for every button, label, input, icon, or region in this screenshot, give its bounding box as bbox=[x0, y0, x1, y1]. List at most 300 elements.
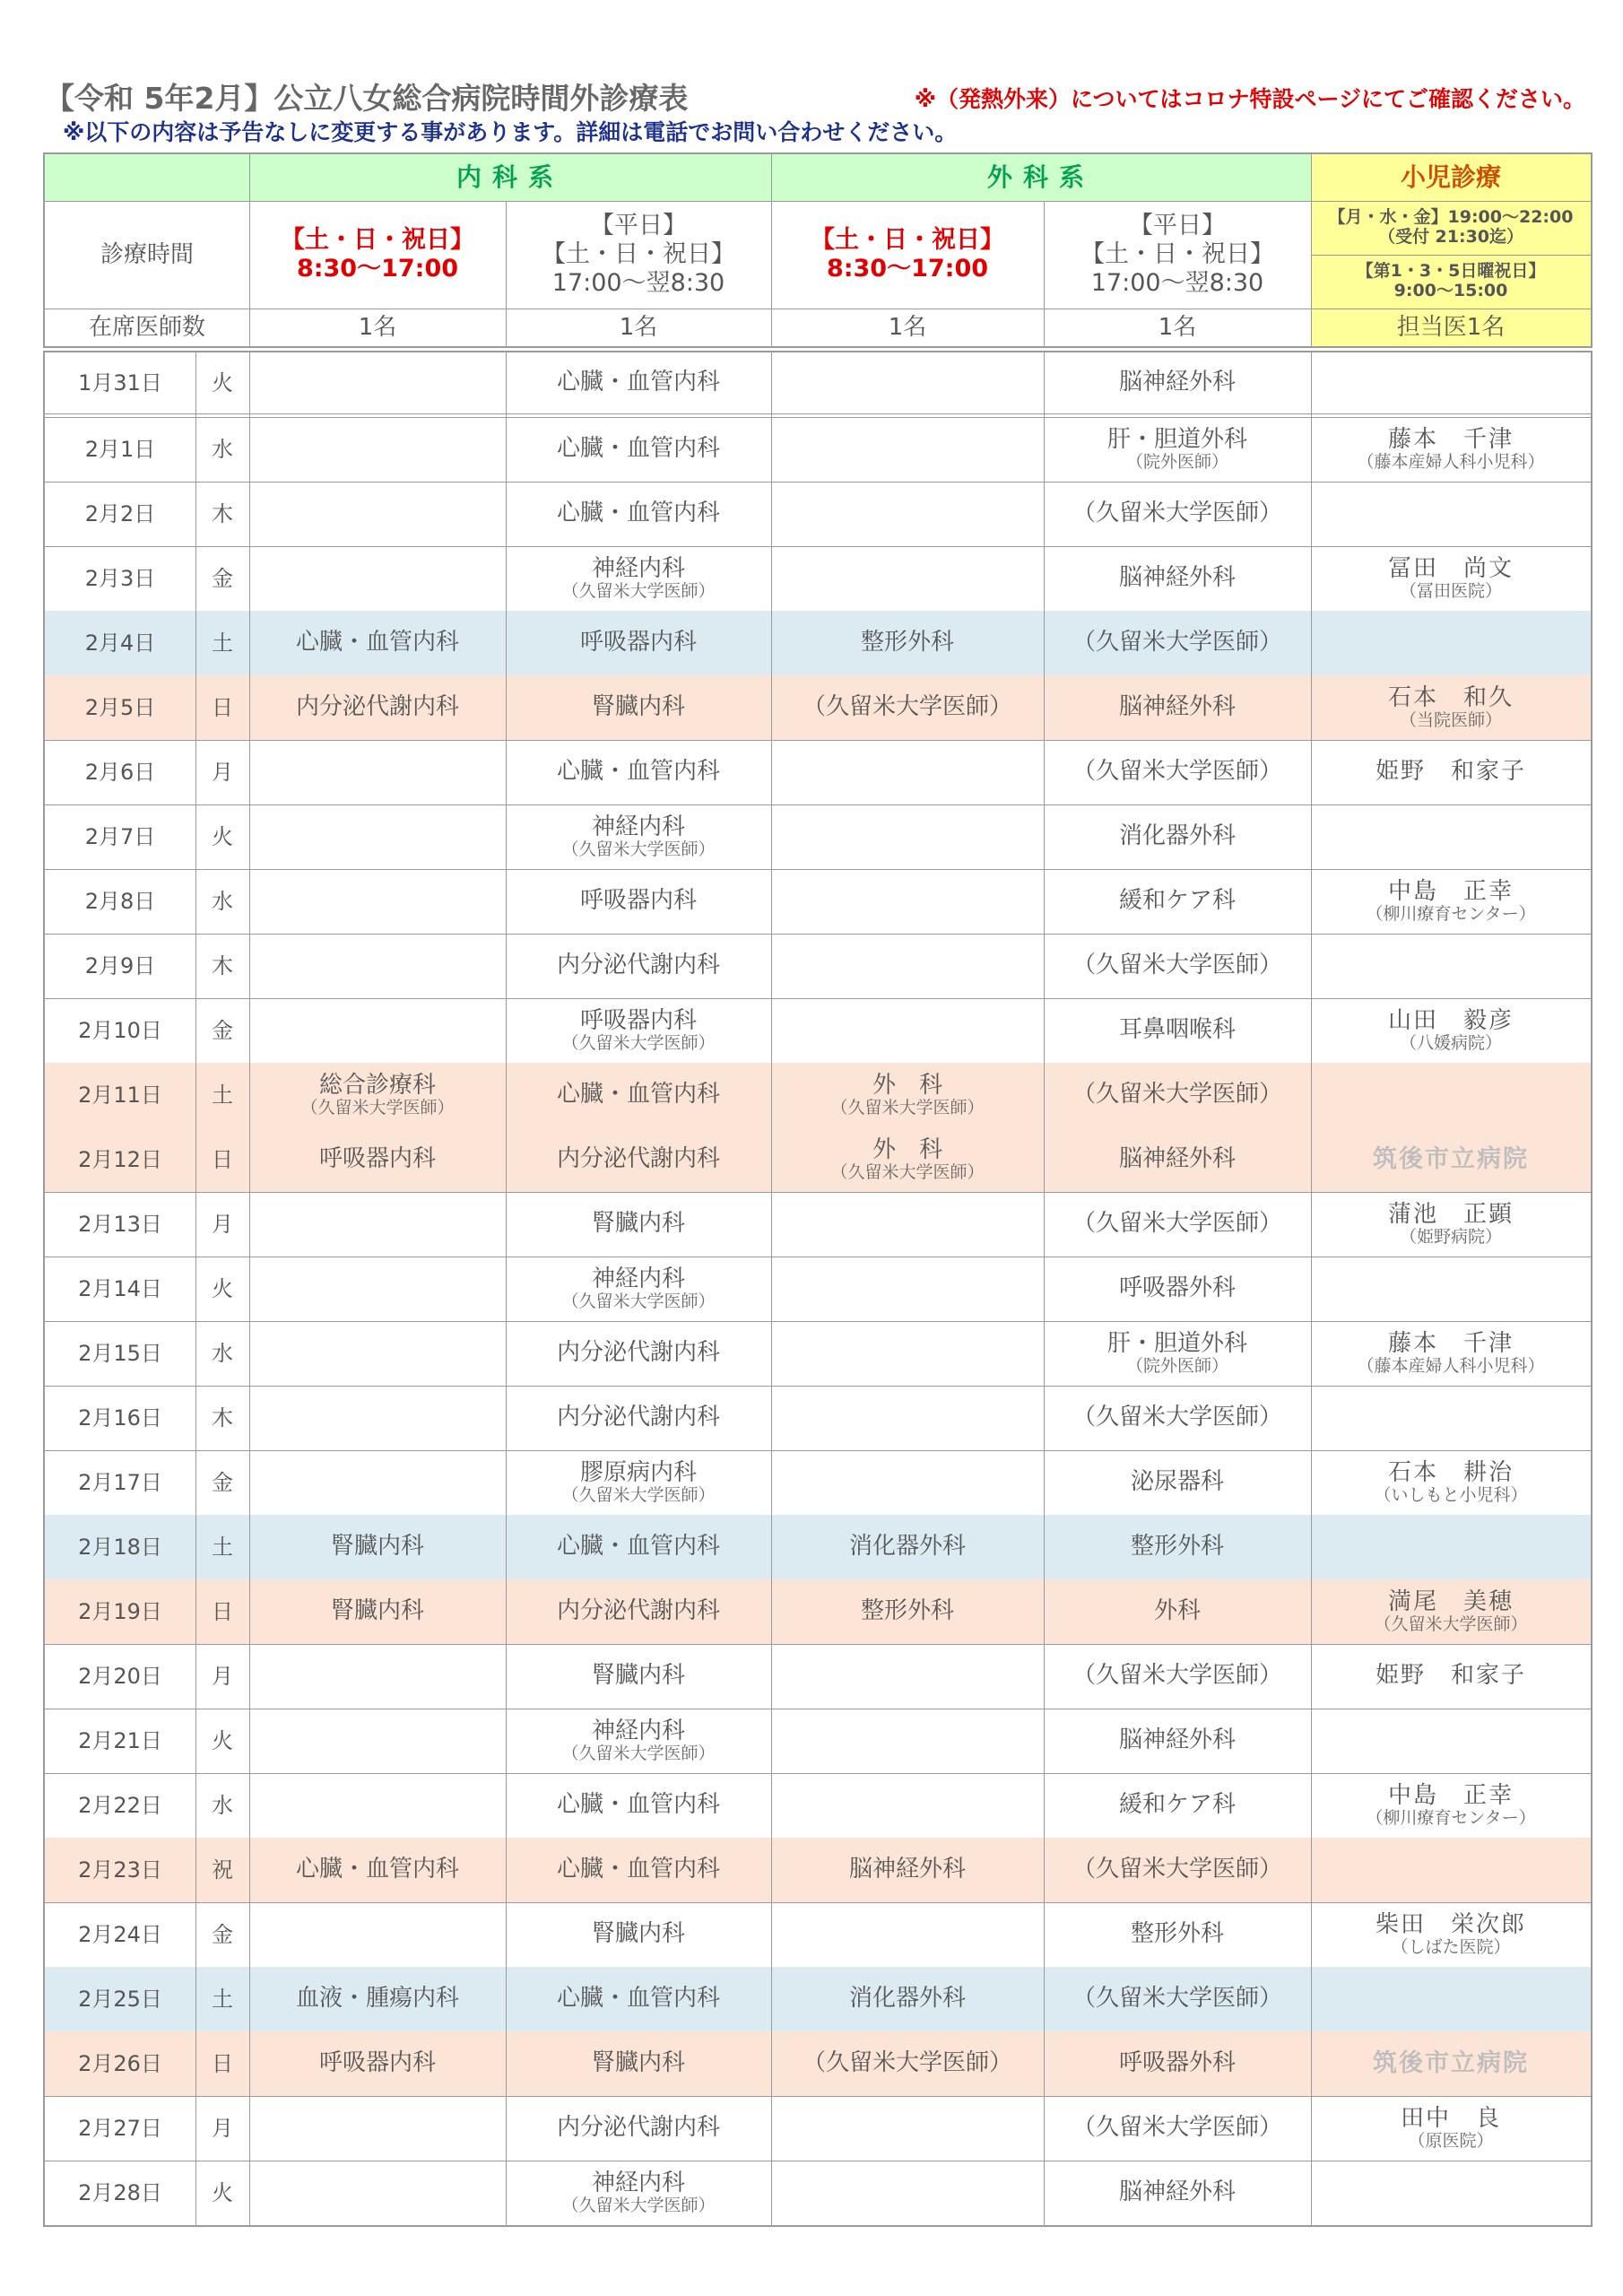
internal-night-dept-note: （久留米大学医師） bbox=[561, 1743, 716, 1763]
surgery-night-dept-cell bbox=[1044, 611, 1311, 675]
surgery-night-dept: 呼吸器外科 bbox=[1118, 2049, 1236, 2077]
internal-holiday-dept-cell bbox=[249, 1192, 506, 1257]
pediatric-doctor-cell bbox=[1311, 611, 1591, 675]
pediatric-doctor: 筑後市立病院 bbox=[1373, 1144, 1529, 1173]
surgery-holiday-dept-cell bbox=[771, 1386, 1044, 1450]
internal-night-dept-cell bbox=[506, 804, 771, 869]
internal-night-dept: 心臓・血管内科 bbox=[556, 1081, 720, 1109]
surgery-holiday-dept-note: （久留米大学医師） bbox=[830, 1097, 985, 1118]
surgery-night-dept-cell bbox=[1044, 869, 1311, 934]
pediatric-doctor-cell bbox=[1311, 1386, 1591, 1450]
table-row bbox=[45, 1967, 1591, 2031]
internal-night-dept: 心臓・血管内科 bbox=[556, 1856, 720, 1883]
pediatric-doctor-cell bbox=[1311, 2031, 1591, 2096]
date-cell bbox=[45, 611, 195, 675]
internal-night-dept: 内分泌代謝内科 bbox=[556, 1597, 720, 1625]
internal-night-dept-cell bbox=[506, 934, 771, 998]
date-text: 2月3日 bbox=[84, 565, 156, 591]
date-text: 2月4日 bbox=[84, 630, 156, 656]
table-row bbox=[45, 1450, 1591, 1515]
date-text: 2月10日 bbox=[78, 1017, 162, 1043]
weekday-text: 金 bbox=[212, 565, 233, 591]
weekday-cell bbox=[195, 934, 249, 998]
pediatric-doctor: 姫野 和家子 bbox=[1375, 1662, 1526, 1690]
weekday-text: 木 bbox=[212, 500, 233, 526]
weekday-text: 土 bbox=[212, 1534, 233, 1560]
date-text: 2月13日 bbox=[78, 1211, 162, 1237]
weekday-text: 火 bbox=[212, 1275, 233, 1301]
date-text: 2月7日 bbox=[84, 823, 156, 849]
pediatric-doctor-note: （当院医師） bbox=[1399, 709, 1502, 730]
surgery-night-dept: 脳神経外科 bbox=[1118, 564, 1236, 592]
surgery-night-dept-cell bbox=[1044, 1386, 1311, 1450]
surgery-night-dept: 脳神経外科 bbox=[1118, 693, 1236, 721]
internal-holiday-dept-cell bbox=[249, 869, 506, 934]
internal-holiday-dept-cell bbox=[249, 675, 506, 740]
holiday-hours-days: 【土・日・祝日】 bbox=[811, 226, 1004, 255]
internal-night-dept-cell bbox=[506, 546, 771, 611]
internal-night-dept-cell bbox=[506, 2096, 771, 2161]
surgery-night-dept: （久留米大学医師） bbox=[1072, 1856, 1282, 1883]
surgery-night-dept-cell bbox=[1044, 1127, 1311, 1192]
hours-label: 診療時間 bbox=[100, 240, 194, 268]
internal-night-dept: 内分泌代謝内科 bbox=[556, 1145, 720, 1173]
internal-night-dept-cell bbox=[506, 482, 771, 546]
doctors-label-cell bbox=[45, 309, 249, 346]
date-cell bbox=[45, 352, 195, 413]
table-row bbox=[45, 2031, 1591, 2096]
internal-holiday-dept: 心臓・血管内科 bbox=[295, 629, 459, 657]
date-cell bbox=[45, 869, 195, 934]
date-cell bbox=[45, 1644, 195, 1709]
weekday-text: 月 bbox=[212, 2115, 233, 2141]
pediatric-doctor: 藤本 千津 bbox=[1387, 1329, 1514, 1357]
surgery-holiday-dept-cell bbox=[771, 546, 1044, 611]
surgery-night-dept-cell bbox=[1044, 934, 1311, 998]
internal-night-dept: 呼吸器内科 bbox=[579, 887, 697, 915]
internal-holiday-dept: 内分泌代謝内科 bbox=[295, 693, 459, 721]
weekday-text: 水 bbox=[212, 1340, 233, 1366]
weekday-cell bbox=[195, 1902, 249, 1967]
date-text: 2月16日 bbox=[78, 1405, 162, 1431]
pediatric-doctor-note: （いしもと小児科） bbox=[1374, 1484, 1528, 1505]
surgery-night-dept-cell bbox=[1044, 2161, 1311, 2225]
internal-night-dept: 心臓・血管内科 bbox=[556, 758, 720, 786]
date-cell bbox=[45, 1709, 195, 1773]
internal-holiday-dept-cell bbox=[249, 352, 506, 413]
doctors-count: 1名 bbox=[1158, 313, 1197, 341]
surgery-night-dept: 泌尿器科 bbox=[1130, 1468, 1224, 1496]
table-row bbox=[45, 675, 1591, 740]
internal-night-dept: 神経内科 bbox=[591, 2169, 685, 2196]
internal-night-dept: 腎臓内科 bbox=[591, 693, 685, 721]
table-row bbox=[45, 1321, 1591, 1386]
pediatric-doctor-cell bbox=[1311, 1063, 1591, 1127]
pediatric-doctor-cell bbox=[1311, 482, 1591, 546]
internal-night-dept-cell bbox=[506, 869, 771, 934]
weekday-cell bbox=[195, 546, 249, 611]
surgery-night-dept-cell bbox=[1044, 482, 1311, 546]
pediatric-doctor-cell bbox=[1311, 1902, 1591, 1967]
surgery-holiday-dept-cell bbox=[771, 1967, 1044, 2031]
surgery-group bbox=[771, 154, 1311, 201]
weekday-text: 金 bbox=[212, 1469, 233, 1495]
date-cell bbox=[45, 2161, 195, 2225]
internal-holiday-dept-cell bbox=[249, 482, 506, 546]
internal-night-dept: 内分泌代謝内科 bbox=[556, 1404, 720, 1431]
weekday-cell bbox=[195, 1773, 249, 1838]
pediatric-doctor-note: （柳川療育センター） bbox=[1366, 1807, 1536, 1828]
date-text: 2月9日 bbox=[84, 952, 156, 978]
date-text: 2月12日 bbox=[78, 1146, 162, 1172]
pediatric-doctor-cell bbox=[1311, 675, 1591, 740]
date-cell bbox=[45, 1257, 195, 1321]
ped-weekday-hours bbox=[1311, 201, 1591, 255]
weekday-text: 日 bbox=[212, 1598, 233, 1624]
internal-group-label: 内科系 bbox=[456, 162, 564, 193]
surgery-night-dept: 消化器外科 bbox=[1118, 822, 1236, 850]
surgery-holiday-dept-cell bbox=[771, 1321, 1044, 1386]
internal-holiday-dept-cell bbox=[249, 998, 506, 1063]
weekday-cell bbox=[195, 1709, 249, 1773]
pediatric-doctor-cell bbox=[1311, 998, 1591, 1063]
weekday-label: 【平日】 bbox=[590, 212, 687, 240]
weekday-text: 金 bbox=[212, 1017, 233, 1043]
date-text: 2月11日 bbox=[78, 1082, 162, 1108]
internal-holiday-dept: 血液・腫瘍内科 bbox=[295, 1985, 459, 2013]
surgery-holiday-dept-cell bbox=[771, 352, 1044, 413]
internal-night-dept-note: （久留米大学医師） bbox=[561, 1291, 716, 1311]
weekday-cell bbox=[195, 1321, 249, 1386]
pediatric-doctor-note: （藤本産婦人科小児科） bbox=[1357, 451, 1545, 472]
pediatric-doctor-note: （原医院） bbox=[1408, 2130, 1494, 2151]
weekday-text: 日 bbox=[212, 694, 233, 720]
surgery-holiday-dept-cell bbox=[771, 1902, 1044, 1967]
date-cell bbox=[45, 1773, 195, 1838]
weekday-text: 月 bbox=[212, 1663, 233, 1689]
surgery-night-dept-cell bbox=[1044, 1063, 1311, 1127]
weekday-cell bbox=[195, 352, 249, 413]
date-cell bbox=[45, 2031, 195, 2096]
date-cell bbox=[45, 934, 195, 998]
table-row bbox=[45, 352, 1591, 413]
pediatric-doctor-note: （冨田医院） bbox=[1399, 580, 1502, 601]
internal-night-dept: 内分泌代謝内科 bbox=[556, 1339, 720, 1367]
internal-night-dept-cell bbox=[506, 1902, 771, 1967]
pediatric-doctor: 藤本 千津 bbox=[1387, 425, 1514, 453]
internal-holiday-dept: 総合診療科 bbox=[318, 1071, 436, 1099]
surgery-holiday-dept: 整形外科 bbox=[860, 1597, 954, 1625]
table-row bbox=[45, 1644, 1591, 1709]
internal-night-dept: 呼吸器内科 bbox=[579, 629, 697, 657]
surgery-group-label: 外科系 bbox=[986, 162, 1095, 193]
date-cell bbox=[45, 1838, 195, 1902]
date-cell bbox=[45, 417, 195, 482]
surgery-holiday-dept-cell bbox=[771, 2161, 1044, 2225]
doctors-count-cell bbox=[506, 309, 771, 346]
weekday-text: 火 bbox=[212, 2179, 233, 2205]
surgery-holiday-dept: （久留米大学医師） bbox=[802, 2049, 1012, 2077]
weekday-text: 火 bbox=[212, 370, 233, 396]
pediatric-doctor-cell bbox=[1311, 804, 1591, 869]
pediatric-doctor: 冨田 尚文 bbox=[1387, 554, 1514, 582]
table-row bbox=[45, 998, 1591, 1063]
weekday-cell bbox=[195, 740, 249, 804]
date-cell bbox=[45, 2096, 195, 2161]
weekday-text: 木 bbox=[212, 1405, 233, 1431]
table-row bbox=[45, 1838, 1591, 1902]
date-text: 2月23日 bbox=[78, 1857, 162, 1883]
internal-holiday-dept-cell bbox=[249, 611, 506, 675]
internal-night-dept-cell bbox=[506, 1063, 771, 1127]
table-row bbox=[45, 1063, 1591, 1127]
internal-night-dept-cell bbox=[506, 1321, 771, 1386]
ped-doctor-count: 担当医1名 bbox=[1396, 313, 1506, 341]
surgery-holiday-dept-cell bbox=[771, 417, 1044, 482]
weekday-text: 土 bbox=[212, 630, 233, 656]
internal-night-dept-cell bbox=[506, 2161, 771, 2225]
pediatric-doctor: 満尾 美穂 bbox=[1387, 1587, 1514, 1615]
surgery-holiday-dept-cell bbox=[771, 1579, 1044, 1644]
weekday-text: 土 bbox=[212, 1082, 233, 1108]
weekday-time: 17:00～翌8:30 bbox=[1090, 268, 1264, 297]
pediatrics-group bbox=[1311, 154, 1591, 201]
date-text: 2月21日 bbox=[78, 1727, 162, 1753]
surgery-holiday-dept-cell bbox=[771, 675, 1044, 740]
surgery-holiday-dept: （久留米大学医師） bbox=[802, 693, 1012, 721]
date-cell bbox=[45, 1579, 195, 1644]
surgery-holiday-dept: 整形外科 bbox=[860, 629, 954, 657]
hours-label-cell bbox=[45, 201, 249, 309]
internal-night-dept: 腎臓内科 bbox=[591, 2049, 685, 2077]
surgery-night-dept-cell bbox=[1044, 1902, 1311, 1967]
date-cell bbox=[45, 482, 195, 546]
surgery-night-dept: 外科 bbox=[1153, 1597, 1201, 1625]
weekday-cell bbox=[195, 1257, 249, 1321]
weekday-cell bbox=[195, 1967, 249, 2031]
internal-holiday-dept-cell bbox=[249, 417, 506, 482]
table-row bbox=[45, 2096, 1591, 2161]
pediatric-doctor-cell bbox=[1311, 1644, 1591, 1709]
table-row bbox=[45, 740, 1591, 804]
date-cell bbox=[45, 1515, 195, 1579]
weekday-cell bbox=[195, 998, 249, 1063]
internal-night-dept-cell bbox=[506, 1386, 771, 1450]
surgery-holiday-dept: 外 科 bbox=[872, 1071, 942, 1099]
change-notice: ※以下の内容は予告なしに変更する事があります。詳細は電話でお問い合わせください。 bbox=[63, 119, 958, 145]
table-row bbox=[45, 1773, 1591, 1838]
internal-night-dept: 内分泌代謝内科 bbox=[556, 2114, 720, 2142]
internal-weekday-hours bbox=[506, 201, 771, 309]
weekday-text: 土 bbox=[212, 1986, 233, 2012]
weekday-text: 金 bbox=[212, 1921, 233, 1947]
pediatrics-group-label: 小児診療 bbox=[1400, 162, 1501, 193]
pediatric-doctor-cell bbox=[1311, 546, 1591, 611]
internal-holiday-dept-cell bbox=[249, 1579, 506, 1644]
weekday-text: 水 bbox=[212, 888, 233, 914]
weekday-holiday-label: 【土・日・祝日】 bbox=[1081, 240, 1274, 269]
pediatric-doctor-cell bbox=[1311, 869, 1591, 934]
internal-holiday-dept-cell bbox=[249, 1773, 506, 1838]
pediatric-doctor-cell bbox=[1311, 1773, 1591, 1838]
weekday-cell bbox=[195, 2031, 249, 2096]
surgery-night-dept-cell bbox=[1044, 1515, 1311, 1579]
pediatric-doctor-cell bbox=[1311, 352, 1591, 413]
surgery-night-dept: （久留米大学医師） bbox=[1072, 629, 1282, 657]
surgery-night-dept: 脳神経外科 bbox=[1118, 369, 1236, 396]
internal-holiday-dept: 呼吸器内科 bbox=[318, 2049, 436, 2077]
holiday-hours-time: 8:30～17:00 bbox=[826, 255, 989, 283]
weekday-cell bbox=[195, 2161, 249, 2225]
pediatric-doctor-cell bbox=[1311, 1967, 1591, 2031]
internal-night-dept: 心臓・血管内科 bbox=[556, 435, 720, 463]
table-row bbox=[45, 546, 1591, 611]
internal-night-dept-cell bbox=[506, 611, 771, 675]
weekday-cell bbox=[195, 1579, 249, 1644]
table-row bbox=[45, 804, 1591, 869]
date-text: 2月24日 bbox=[78, 1921, 162, 1947]
pediatric-doctor-cell bbox=[1311, 1450, 1591, 1515]
internal-holiday-dept-cell bbox=[249, 2031, 506, 2096]
internal-night-dept: 神経内科 bbox=[591, 813, 685, 840]
table-row bbox=[45, 1257, 1591, 1321]
internal-holiday-dept-cell bbox=[249, 1321, 506, 1386]
internal-night-dept-cell bbox=[506, 1773, 771, 1838]
surgery-night-dept-cell bbox=[1044, 2031, 1311, 2096]
internal-night-dept: 心臓・血管内科 bbox=[556, 1791, 720, 1819]
internal-night-dept-cell bbox=[506, 1192, 771, 1257]
surgery-night-dept: （久留米大学医師） bbox=[1072, 2114, 1282, 2142]
date-cell bbox=[45, 546, 195, 611]
internal-holiday-dept: 腎臓内科 bbox=[330, 1597, 424, 1625]
pediatric-doctor-cell bbox=[1311, 417, 1591, 482]
date-text: 2月26日 bbox=[78, 2050, 162, 2076]
table-row bbox=[45, 2161, 1591, 2225]
internal-night-dept-cell bbox=[506, 740, 771, 804]
internal-holiday-dept-cell bbox=[249, 804, 506, 869]
surgery-holiday-dept-cell bbox=[771, 1515, 1044, 1579]
surgery-holiday-dept-cell bbox=[771, 2096, 1044, 2161]
date-text: 2月22日 bbox=[78, 1792, 162, 1818]
surgery-night-dept: 緩和ケア科 bbox=[1118, 887, 1236, 915]
pediatric-doctor-cell bbox=[1311, 1257, 1591, 1321]
pediatric-doctor: 柴田 栄次郎 bbox=[1375, 1910, 1526, 1938]
surgery-holiday-dept-cell bbox=[771, 869, 1044, 934]
internal-night-dept-cell bbox=[506, 2031, 771, 2096]
surgery-holiday-dept-cell bbox=[771, 804, 1044, 869]
date-text: 2月14日 bbox=[78, 1275, 162, 1301]
internal-night-dept-cell bbox=[506, 352, 771, 413]
surgery-night-dept: 脳神経外科 bbox=[1118, 2179, 1236, 2206]
surgery-night-dept-note: （院外医師） bbox=[1125, 451, 1228, 472]
date-cell bbox=[45, 1967, 195, 2031]
surgery-night-dept-cell bbox=[1044, 804, 1311, 869]
internal-holiday-dept-cell bbox=[249, 1838, 506, 1902]
surgery-holiday-dept: 消化器外科 bbox=[848, 1985, 966, 2013]
weekday-cell bbox=[195, 611, 249, 675]
pediatric-doctor-note: （姫野病院） bbox=[1399, 1226, 1502, 1247]
internal-holiday-dept-cell bbox=[249, 740, 506, 804]
date-cell bbox=[45, 1902, 195, 1967]
date-text: 2月18日 bbox=[78, 1534, 162, 1560]
internal-holiday-dept-cell bbox=[249, 2161, 506, 2225]
weekday-cell bbox=[195, 417, 249, 482]
weekday-text: 木 bbox=[212, 952, 233, 978]
pediatric-doctor: 蒲池 正顕 bbox=[1387, 1200, 1514, 1228]
surgery-night-dept-cell bbox=[1044, 1967, 1311, 2031]
internal-night-dept: 心臓・血管内科 bbox=[556, 500, 720, 527]
schedule-body bbox=[43, 351, 1593, 2227]
doctors-count-cell bbox=[249, 309, 506, 346]
surgery-holiday-dept-cell bbox=[771, 740, 1044, 804]
weekday-cell bbox=[195, 1450, 249, 1515]
internal-night-dept: 呼吸器内科 bbox=[579, 1006, 697, 1034]
internal-night-dept: 腎臓内科 bbox=[591, 1662, 685, 1690]
surgery-holiday-hours bbox=[771, 201, 1044, 309]
table-row bbox=[45, 1709, 1591, 1773]
date-cell bbox=[45, 1386, 195, 1450]
internal-night-dept-cell bbox=[506, 1644, 771, 1709]
internal-medicine-group bbox=[249, 154, 771, 201]
weekday-text: 祝 bbox=[212, 1857, 233, 1883]
surgery-night-dept-cell bbox=[1044, 1773, 1311, 1838]
surgery-night-dept-cell bbox=[1044, 998, 1311, 1063]
internal-holiday-dept-cell bbox=[249, 1063, 506, 1127]
surgery-night-dept-cell bbox=[1044, 417, 1311, 482]
ped-holiday-time: 9:00～15:00 bbox=[1393, 281, 1508, 300]
surgery-holiday-dept-cell bbox=[771, 934, 1044, 998]
surgery-night-dept: 緩和ケア科 bbox=[1118, 1791, 1236, 1819]
date-cell bbox=[45, 1127, 195, 1192]
ped-holiday-days: 【第1・3・5日曜祝日】 bbox=[1356, 261, 1546, 282]
pediatric-doctor-note: （八媛病院） bbox=[1399, 1032, 1502, 1053]
date-cell bbox=[45, 804, 195, 869]
weekday-text: 月 bbox=[212, 1211, 233, 1237]
date-text: 2月28日 bbox=[78, 2179, 162, 2205]
date-text: 2月5日 bbox=[84, 694, 156, 720]
ped-doctor-cell bbox=[1311, 309, 1591, 346]
surgery-night-dept-cell bbox=[1044, 1257, 1311, 1321]
internal-night-dept-note: （久留米大学医師） bbox=[561, 2195, 716, 2215]
pediatric-doctor-cell bbox=[1311, 2161, 1591, 2225]
table-row bbox=[45, 1515, 1591, 1579]
doctors-count-cell bbox=[771, 309, 1044, 346]
surgery-weekday-hours bbox=[1044, 201, 1311, 309]
doctors-label: 在席医師数 bbox=[88, 313, 205, 341]
pediatric-doctor-note: （藤本産婦人科小児科） bbox=[1357, 1355, 1545, 1376]
holiday-hours-days: 【土・日・祝日】 bbox=[281, 226, 474, 255]
surgery-holiday-dept-cell bbox=[771, 1644, 1044, 1709]
weekday-text: 日 bbox=[212, 1146, 233, 1172]
surgery-holiday-dept-cell bbox=[771, 1450, 1044, 1515]
surgery-night-dept: 整形外科 bbox=[1130, 1920, 1224, 1948]
pediatric-doctor-cell bbox=[1311, 1579, 1591, 1644]
surgery-night-dept: 肝・胆道外科 bbox=[1107, 425, 1247, 453]
internal-holiday-dept-cell bbox=[249, 1644, 506, 1709]
surgery-holiday-dept: 脳神経外科 bbox=[848, 1856, 966, 1883]
surgery-night-dept: 脳神経外科 bbox=[1118, 1145, 1236, 1173]
surgery-holiday-dept: 消化器外科 bbox=[848, 1533, 966, 1561]
weekday-cell bbox=[195, 1838, 249, 1902]
surgery-night-dept: 耳鼻咽喉科 bbox=[1118, 1016, 1236, 1044]
internal-night-dept-cell bbox=[506, 417, 771, 482]
pediatric-doctor: 田中 良 bbox=[1400, 2104, 1501, 2132]
surgery-night-dept-note: （院外医師） bbox=[1125, 1355, 1228, 1376]
internal-night-dept-cell bbox=[506, 1450, 771, 1515]
internal-night-dept-note: （久留米大学医師） bbox=[561, 1484, 716, 1505]
internal-night-dept-note: （久留米大学医師） bbox=[561, 1032, 716, 1053]
surgery-night-dept: （久留米大学医師） bbox=[1072, 952, 1282, 979]
